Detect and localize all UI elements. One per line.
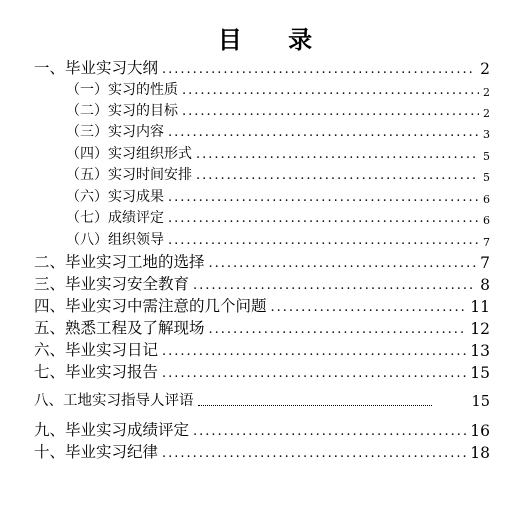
toc-leader-dots: [162, 345, 466, 360]
title-char-1: 目: [217, 25, 243, 54]
toc-entry-label: 六、毕业实习日记: [34, 341, 159, 359]
toc-title: [0, 20, 531, 55]
toc-entry-page: 7: [480, 254, 490, 272]
toc-entry-page: 3: [483, 128, 490, 141]
toc-entry-label: 三、毕业实习安全教育: [34, 275, 190, 293]
toc-entry-1-4[interactable]: [66, 144, 490, 163]
toc-entry-page: 2: [483, 86, 490, 99]
toc-entry-page: 5: [483, 150, 490, 163]
toc-leader-dots: [168, 191, 479, 206]
toc-entry-page: 2: [483, 107, 490, 120]
toc-entry-9[interactable]: [34, 420, 490, 440]
toc-entry-page: 18: [470, 444, 490, 462]
toc-entry-1-3[interactable]: [66, 122, 490, 141]
toc-entry-5[interactable]: [34, 318, 490, 338]
toc-entry-label: 九、毕业实习成绩评定: [34, 421, 190, 439]
toc-entry-page: 8: [480, 276, 490, 294]
toc-entry-page: 5: [483, 171, 490, 184]
toc-leader-dots: [209, 257, 477, 272]
toc-leader-dots: [168, 212, 479, 227]
toc-entry-label: （五）实习时间安排: [66, 167, 192, 183]
toc-entry-label: （八）组织领导: [66, 232, 164, 248]
toc-leader-dots: [182, 105, 479, 120]
toc-leader-line: [198, 405, 432, 406]
toc-entry-1-5[interactable]: [66, 165, 490, 184]
toc-leader-dots: [168, 234, 479, 249]
toc-entry-label: 七、毕业实习报告: [34, 363, 159, 381]
toc-entry-label: 二、毕业实习工地的选择: [34, 253, 205, 271]
toc-entry-page: 11: [470, 298, 490, 316]
toc-entry-1-2[interactable]: [66, 101, 490, 120]
toc-leader-dots: [193, 279, 476, 294]
toc-entry-4[interactable]: [34, 296, 490, 316]
toc-entry-label: 四、毕业实习中需注意的几个问题: [34, 297, 267, 315]
toc-leader-dots: [162, 63, 476, 78]
toc-entry-label: 十、毕业实习纪律: [34, 443, 159, 461]
toc-entry-page: 16: [470, 422, 490, 440]
toc-entry-label: （七）成绩评定: [66, 210, 164, 226]
toc-entry-page: 15: [470, 364, 490, 382]
toc-entry-7[interactable]: [34, 362, 490, 382]
toc-leader-dots: [162, 367, 466, 382]
toc-entry-page: 2: [480, 60, 490, 78]
toc-entry-1-1[interactable]: [66, 80, 490, 99]
toc-entry-10[interactable]: [34, 442, 490, 462]
toc-entry-label: 五、熟悉工程及了解现场: [34, 319, 205, 337]
toc-entry-1-8[interactable]: [66, 230, 490, 249]
toc-entry-page: 6: [483, 193, 490, 206]
toc-entry-label: （四）实习组织形式: [66, 146, 192, 162]
toc-entry-page: 6: [483, 214, 490, 227]
toc-entry-1[interactable]: [34, 58, 490, 78]
toc-entry-3[interactable]: [34, 274, 490, 294]
toc-entry-6[interactable]: [34, 340, 490, 360]
toc-entry-page: 15: [471, 394, 490, 410]
toc-entry-1-6[interactable]: [66, 187, 490, 206]
toc-leader-dots: [209, 323, 467, 338]
toc-entry-page: 12: [470, 320, 490, 338]
toc-entry-8[interactable]: [34, 390, 490, 410]
toc-leader-dots: [271, 301, 467, 316]
toc-entry-label: 一、毕业实习大纲: [34, 59, 159, 77]
toc-leader-dots: [162, 447, 466, 462]
toc-entry-page: 7: [483, 236, 490, 249]
title-char-2: 录: [288, 25, 314, 54]
toc-leader-dots: [196, 148, 479, 163]
toc-entry-label: （六）实习成果: [66, 189, 164, 205]
toc-leader-dots: [168, 126, 479, 141]
toc-leader-dots: [193, 425, 466, 440]
toc-entry-2[interactable]: [34, 252, 490, 272]
toc-leader-dots: [182, 84, 479, 99]
toc-entry-page: 13: [470, 342, 490, 360]
toc-entry-label: 八、工地实习指导人评语: [34, 393, 194, 409]
toc-entry-label: （二）实习的目标: [66, 103, 178, 119]
toc-entry-1-7[interactable]: [66, 208, 490, 227]
toc-leader-dots: [196, 169, 479, 184]
toc-entry-label: （一）实习的性质: [66, 82, 178, 98]
toc-entry-label: （三）实习内容: [66, 124, 164, 140]
